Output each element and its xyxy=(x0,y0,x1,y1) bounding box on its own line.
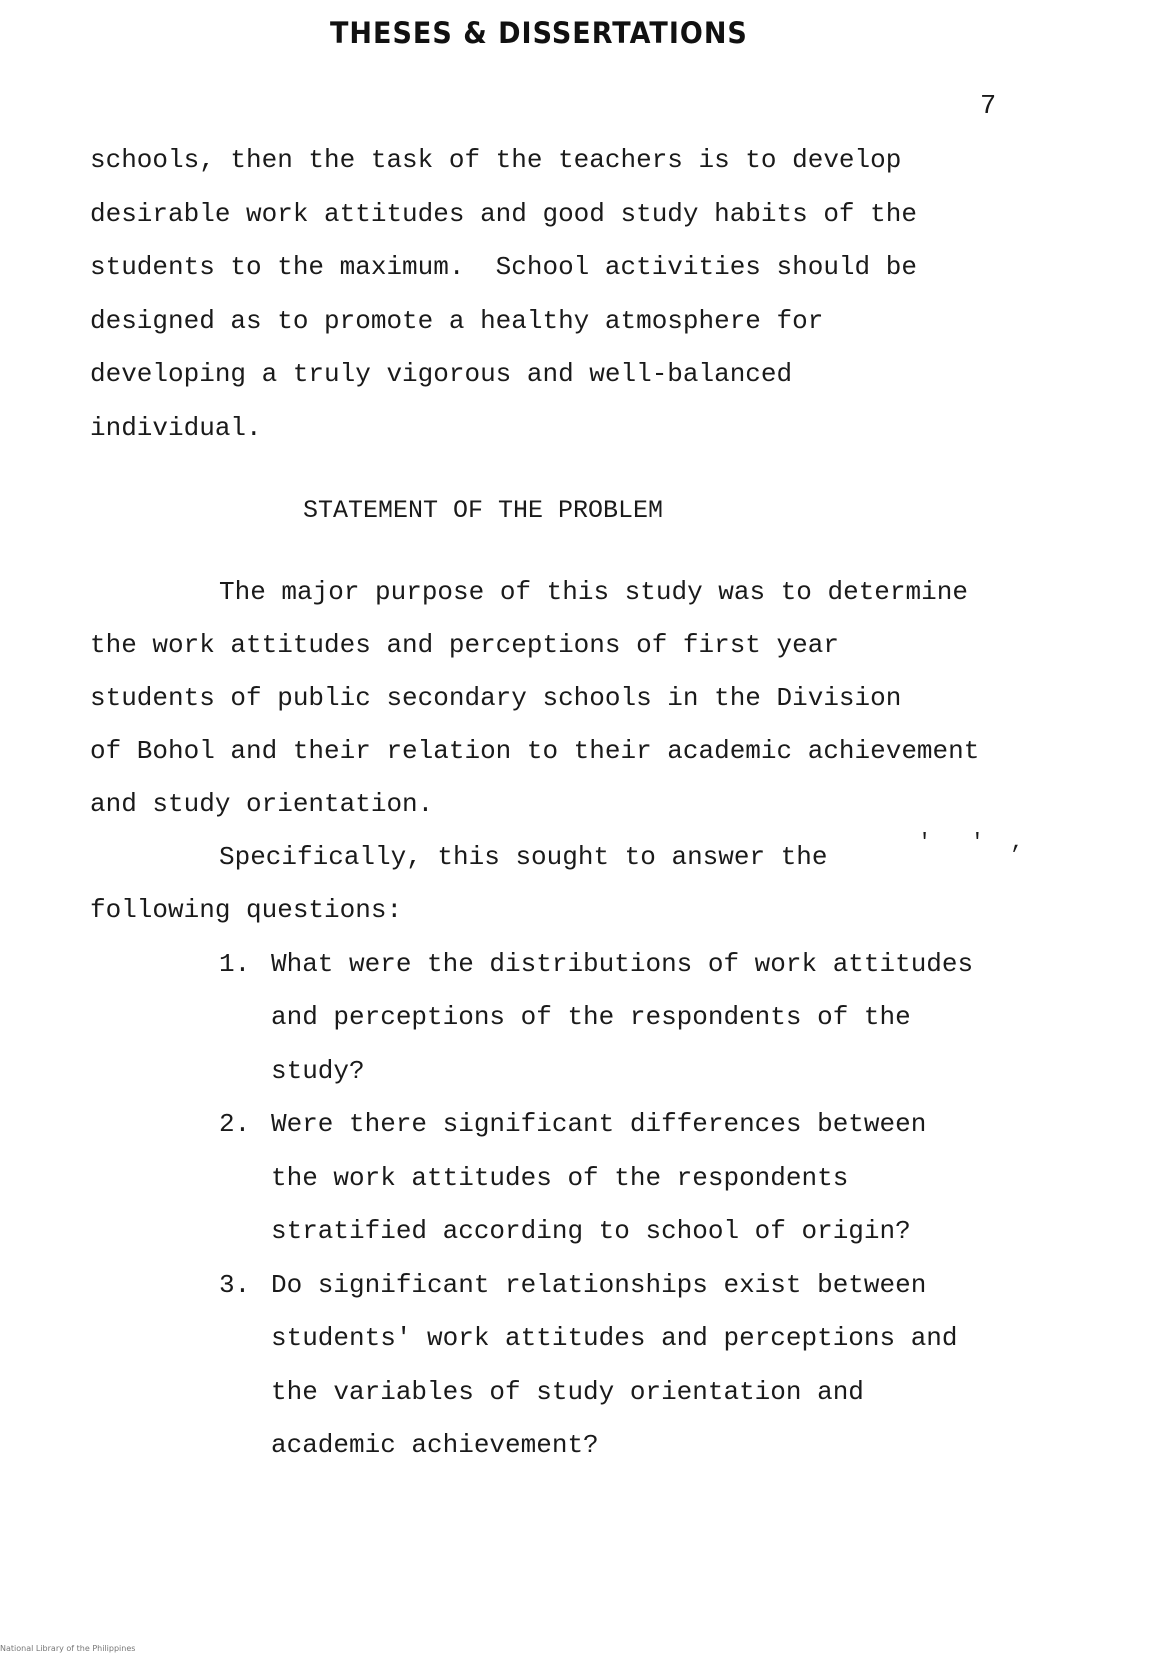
body-line: The major purpose of this study was to determine xyxy=(219,577,968,607)
body-line: the work attitudes and perceptions of first year xyxy=(90,630,839,660)
question-line: students' work attitudes and perceptions and xyxy=(271,1323,958,1353)
body-line: developing a truly vigorous and well-balanced xyxy=(90,359,793,389)
body-line: of Bohol and their relation to their academic achievement xyxy=(90,736,980,766)
body-line: following questions: xyxy=(90,895,403,925)
question-line: study? xyxy=(271,1056,365,1086)
question-number: 1. xyxy=(219,949,251,979)
section-heading: STATEMENT OF THE PROBLEM xyxy=(303,496,664,525)
theses-stamp: THESES & DISSERTATIONS xyxy=(330,16,748,51)
body-line: students to the maximum. School activities should be xyxy=(90,252,917,282)
question-line: academic achievement? xyxy=(271,1430,599,1460)
body-line: individual. xyxy=(90,413,262,443)
body-line: students of public secondary schools in the Division xyxy=(90,683,902,713)
stray-marks: ' ' , xyxy=(918,830,1024,855)
question-number: 3. xyxy=(219,1270,251,1300)
body-line: Specifically, this sought to answer the xyxy=(219,842,828,872)
body-line: designed as to promote a healthy atmosphere for xyxy=(90,306,824,336)
page-number: 7 xyxy=(980,92,997,122)
question-line: and perceptions of the respondents of the xyxy=(271,1002,911,1032)
body-line: and study orientation. xyxy=(90,789,434,819)
question-line: Were there significant differences between xyxy=(271,1109,927,1139)
question-number: 2. xyxy=(219,1109,251,1139)
footer-text: National Library of the Philippines xyxy=(0,1644,136,1653)
question-line: stratified according to school of origin? xyxy=(271,1216,911,1246)
question-line: the work attitudes of the respondents xyxy=(271,1163,849,1193)
question-line: Do significant relationships exist between xyxy=(271,1270,927,1300)
question-line: What were the distributions of work attitudes xyxy=(271,949,974,979)
body-line: schools, then the task of the teachers is to develop xyxy=(90,145,902,175)
body-line: desirable work attitudes and good study habits of the xyxy=(90,199,917,229)
question-line: the variables of study orientation and xyxy=(271,1377,864,1407)
